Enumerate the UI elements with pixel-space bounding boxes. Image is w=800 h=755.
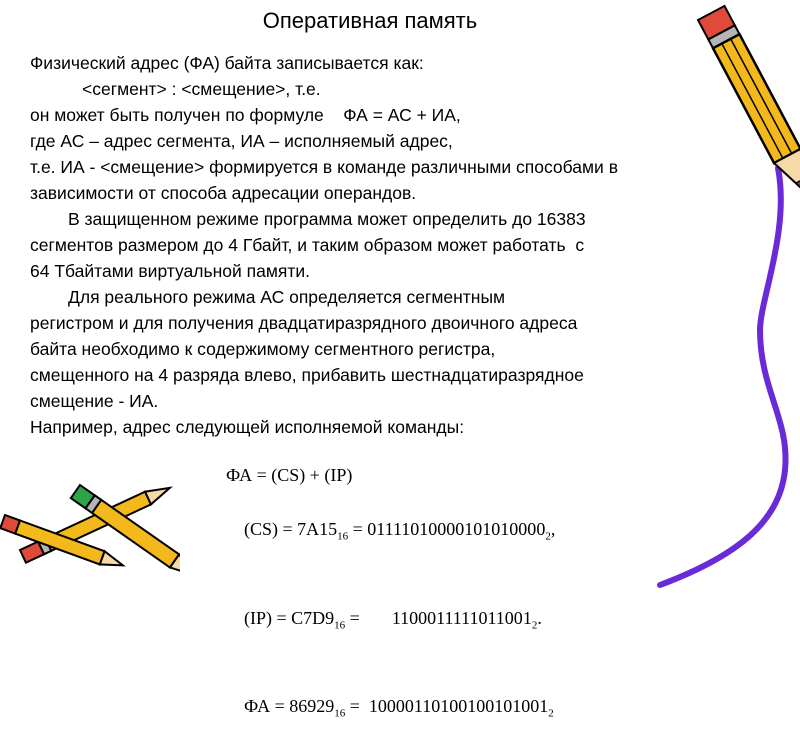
text-line: <сегмент> : <смещение>, т.е.	[82, 79, 321, 99]
formula-text: ФА = (CS) + (IP)	[226, 465, 353, 485]
text-line: смещенного на 4 разряда влево, прибавить шестнадцатиразрядное	[30, 365, 584, 385]
formula-block	[226, 462, 555, 755]
formula-text: =	[345, 607, 360, 628]
formula-text: .	[537, 607, 542, 628]
text-line: сегментов размером до 4 Гбайт, и таким образом может работать с	[30, 235, 585, 255]
swirl-icon	[660, 168, 786, 585]
formula-text: 0	[536, 519, 546, 539]
formula-text: (IP) = C7D9	[244, 607, 335, 628]
subscript: 16	[337, 530, 349, 543]
crossed-pencils-illustration	[0, 475, 180, 600]
text-line: регистром и для получения двадцатиразрядного двоичного адреса	[30, 313, 578, 333]
formula-line	[226, 462, 555, 489]
pencil-swirl-illustration	[640, 0, 800, 600]
formula-text: = 1000011010010010100	[345, 696, 540, 717]
pencil-icon	[698, 6, 800, 201]
subscript: 2	[545, 530, 551, 543]
subscript: 2	[531, 619, 538, 632]
formula-line	[226, 489, 555, 578]
formula-text: ФА = 86929	[244, 696, 335, 717]
formula-text: 1	[539, 696, 549, 717]
text-line: где АС – адрес сегмента, ИА – исполняемый адрес,	[30, 131, 453, 151]
text-line: 64 Тбайтами виртуальной памяти.	[30, 261, 311, 281]
text-line: он может быть получен по формуле ФА = АС + ИА,	[30, 105, 461, 125]
subscript: 16	[334, 619, 346, 632]
subscript: 2	[548, 707, 554, 720]
subscript: 16	[334, 707, 346, 720]
text-line: Например, адрес следующей исполняемой команды:	[30, 417, 465, 437]
text-line: зависимости от способа адресации операндов.	[30, 183, 417, 203]
formula-text: ,	[550, 519, 556, 539]
text-line: Для реального режима АС определяется сегментным	[68, 287, 506, 307]
text-line: В защищенном режиме программа может определить до 16383	[68, 209, 586, 229]
formula-text: (CS) = 7A15	[244, 519, 338, 539]
formula-text: 1	[522, 607, 532, 628]
slide-title: Оперативная память	[262, 8, 478, 33]
text-line: т.е. ИА - <смещение> формируется в команде различными способами в	[30, 157, 618, 177]
formula-text: = 0111101000010101000	[348, 519, 537, 539]
formula-line	[226, 578, 555, 667]
text-line: Физический адрес (ФА) байта записывается как:	[30, 53, 424, 73]
formula-text: 110001111101100	[391, 607, 523, 628]
text-line: байта необходимо к содержимому сегментного регистра,	[30, 339, 496, 359]
text-line: смещение - ИА.	[30, 391, 159, 411]
formula-line	[226, 666, 555, 755]
